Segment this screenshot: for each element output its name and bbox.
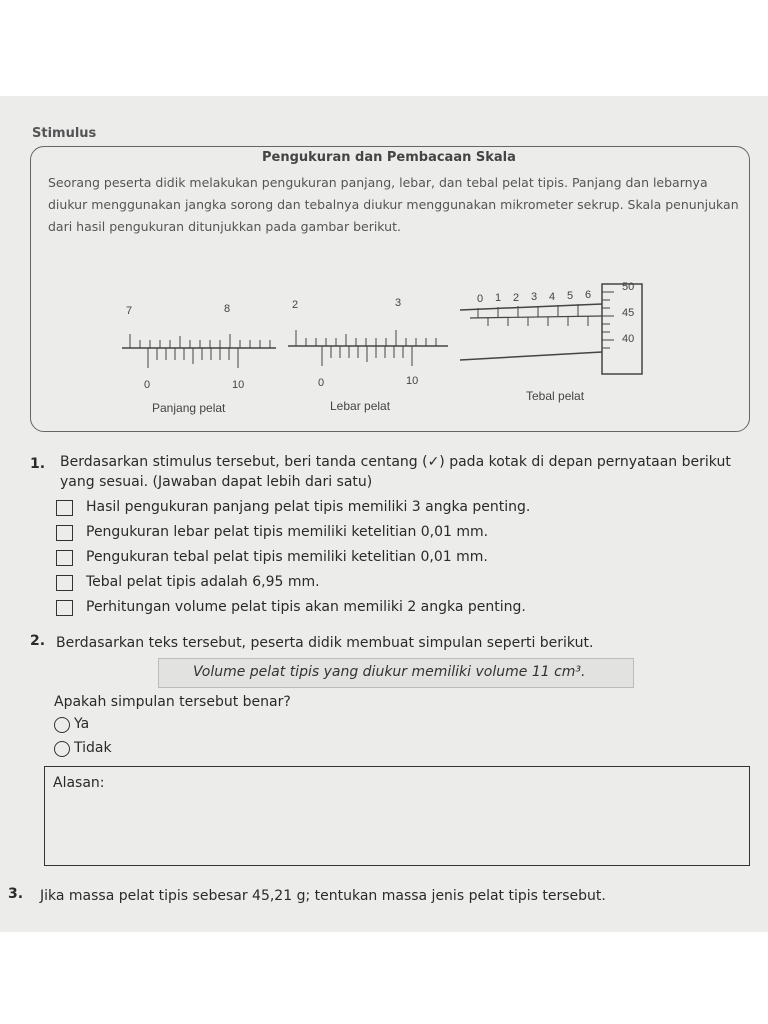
q3-text: Jika massa pelat tipis sebesar 45,21 g; tentukan massa jenis pelat tipis tersebut. — [40, 888, 606, 904]
sleeve-label: 0 — [477, 293, 484, 305]
lebar-vernier-label: 10 — [406, 375, 419, 387]
caption-tebal: Tebal pelat — [526, 389, 585, 403]
thimble-label: 45 — [622, 307, 635, 319]
q2-question: Apakah simpulan tersebut benar? — [54, 694, 291, 710]
checkbox[interactable] — [56, 525, 73, 541]
radio-button[interactable] — [54, 741, 70, 757]
sleeve-label: 1 — [495, 292, 502, 304]
panjang-vernier-label: 0 — [144, 379, 151, 391]
q1-option-text: Tebal pelat tipis adalah 6,95 mm. — [86, 574, 320, 590]
q1-option-text: Pengukuran lebar pelat tipis memiliki ketelitian 0,01 mm. — [86, 524, 489, 540]
sleeve-label: 4 — [549, 291, 556, 303]
sleeve-label: 6 — [585, 289, 592, 301]
stimulus-title: Pengukuran dan Pembacaan Skala — [262, 150, 516, 165]
thimble-label: 40 — [622, 333, 635, 345]
caliper-lebar — [288, 297, 448, 413]
micrometer-tebal — [460, 281, 642, 403]
checkbox[interactable] — [56, 600, 73, 616]
lebar-main-label: 3 — [395, 297, 402, 309]
caliper-panjang — [122, 303, 276, 415]
panjang-vernier-label: 10 — [232, 379, 245, 391]
q2-option-text: Ya — [74, 716, 90, 732]
q1-option-text: Perhitungan volume pelat tipis akan memiliki 2 angka penting. — [86, 599, 526, 615]
thimble-label: 50 — [622, 281, 635, 293]
q2-number: 2. — [30, 633, 46, 649]
caption-panjang: Panjang pelat — [152, 401, 226, 415]
q2-text: Berdasarkan teks tersebut, peserta didik membuat simpulan seperti berikut. — [56, 635, 594, 651]
reason-label: Alasan: — [53, 775, 105, 791]
panjang-main-label: 7 — [126, 305, 133, 317]
q1-option-text: Hasil pengukuran panjang pelat tipis memiliki 3 angka penting. — [86, 499, 531, 515]
stimulus-label: Stimulus — [32, 126, 97, 141]
sleeve-label: 2 — [513, 292, 520, 304]
stimulus-paragraph: Seorang peserta didik melakukan pengukuran panjang, lebar, dan tebal pelat tipis. Panjang dan lebarnya diukur menggunakan jangka sorong dan tebalnya diukur menggunakan mikrometer sekrup. Skala penunjukan dari hasil pengukuran ditunjukkan pada gambar berikut. — [48, 175, 739, 234]
reason-answer-box[interactable] — [44, 766, 750, 866]
caption-lebar: Lebar pelat — [330, 399, 391, 413]
panjang-main-label: 8 — [224, 303, 231, 315]
sleeve-label: 5 — [567, 290, 574, 302]
checkbox[interactable] — [56, 575, 73, 591]
q1-number: 1. — [30, 456, 46, 472]
checkbox[interactable] — [56, 550, 73, 566]
q1-option-text: Pengukuran tebal pelat tipis memiliki ketelitian 0,01 mm. — [86, 549, 488, 565]
sleeve-label: 3 — [531, 291, 538, 303]
lebar-vernier-label: 0 — [318, 377, 325, 389]
measurement-figure — [40, 256, 650, 426]
q3-number: 3. — [8, 886, 24, 902]
radio-button[interactable] — [54, 717, 70, 733]
q1-text: Berdasarkan stimulus tersebut, beri tanda centang (✓) pada kotak di depan pernyataan berikut yang sesuai. (Jawaban dapat lebih dari satu) — [60, 454, 731, 490]
q2-option-text: Tidak — [74, 740, 112, 756]
checkbox[interactable] — [56, 500, 73, 516]
lebar-main-label: 2 — [292, 299, 299, 311]
conclusion-quote: Volume pelat tipis yang diukur memiliki volume 11 cm³. — [158, 658, 634, 688]
